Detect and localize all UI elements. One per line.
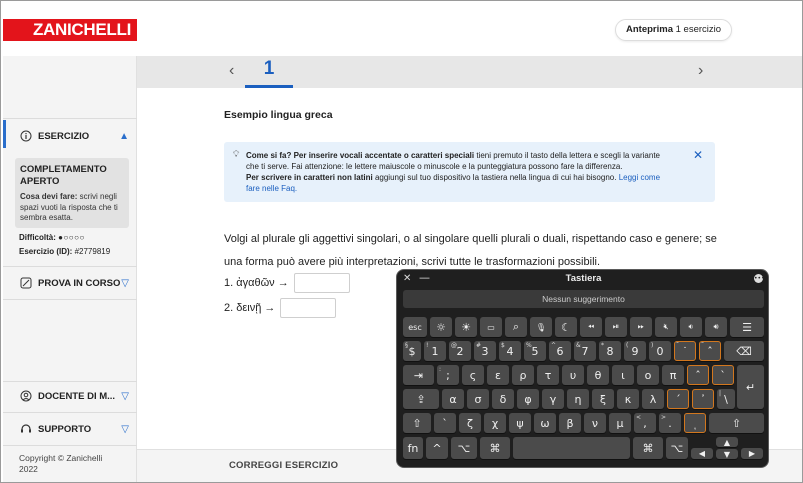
- key-6[interactable]: ^ 6: [549, 341, 571, 361]
- key-pi[interactable]: π: [662, 365, 684, 385]
- key-dead-accent[interactable]: ΄: [667, 389, 689, 409]
- sidebar-item-test[interactable]: [3, 271, 137, 295]
- sidebar-item-label: DOCENTE DI M...: [38, 390, 116, 402]
- preview-label: Anteprima: [626, 24, 673, 35]
- difficulty-label: Difficoltà:: [19, 233, 56, 242]
- key-iota[interactable]: ι: [612, 365, 634, 385]
- key-rho[interactable]: ρ: [512, 365, 534, 385]
- microphone-icon[interactable]: 🎙︎: [530, 317, 552, 337]
- sidebar-item-exercise[interactable]: [3, 124, 137, 148]
- key-xi[interactable]: ξ: [592, 389, 614, 409]
- key-phi[interactable]: φ: [517, 389, 539, 409]
- mute-icon[interactable]: 🔇︎: [655, 317, 677, 337]
- key-9[interactable]: ( 9: [624, 341, 646, 361]
- key-semicolon[interactable]: : ;: [437, 365, 459, 385]
- key-lambda[interactable]: λ: [642, 389, 664, 409]
- mission-control-icon[interactable]: ▭: [480, 317, 502, 337]
- keyboard-viewer[interactable]: [396, 269, 769, 468]
- backspace-icon[interactable]: ⌫: [724, 341, 764, 361]
- key-alpha[interactable]: α: [442, 389, 464, 409]
- sidebar-item-support[interactable]: [3, 417, 137, 441]
- exercise-id-label: Esercizio (ID):: [19, 247, 73, 256]
- question-text: 2. δεινῇ →: [224, 302, 276, 314]
- divider: [3, 412, 137, 413]
- key-chi[interactable]: χ: [484, 413, 506, 433]
- fast-forward-icon[interactable]: ⏩︎: [630, 317, 652, 337]
- volume-up-icon[interactable]: 🔊︎: [705, 317, 727, 337]
- key-shift-left[interactable]: ⇧: [403, 413, 431, 433]
- question-row: [224, 273, 350, 293]
- key-dollar[interactable]: § $: [403, 341, 421, 361]
- key-command-left[interactable]: ⌘: [480, 437, 510, 459]
- question-text: 1. ἀγαθῶν →: [224, 277, 289, 289]
- brightness-down-icon[interactable]: ☼: [430, 317, 452, 337]
- exercise-instructions: [20, 192, 124, 224]
- key-epsilon[interactable]: ε: [487, 365, 509, 385]
- more-icon[interactable]: •••: [754, 275, 765, 282]
- minimize-icon[interactable]: —: [419, 271, 430, 284]
- question-row: [224, 298, 336, 318]
- key-5[interactable]: % 5: [524, 341, 546, 361]
- key-caps-lock[interactable]: ⇪: [403, 389, 439, 409]
- preview-count: 1 esercizio: [675, 24, 722, 35]
- faq-link[interactable]: Leggi come fare nelle Faq.: [246, 173, 661, 193]
- key-dead-accent[interactable]: `: [712, 365, 734, 385]
- chevron-down-icon[interactable]: ▽: [121, 277, 129, 289]
- chevron-down-icon[interactable]: ▽: [121, 390, 129, 402]
- key-7[interactable]: & 7: [574, 341, 596, 361]
- difficulty-dots: ●○○○○: [58, 233, 85, 242]
- exercise-navbar: [137, 56, 803, 88]
- chevron-down-icon[interactable]: ▽: [121, 423, 129, 435]
- arrow-up-icon[interactable]: ▲: [716, 437, 738, 447]
- key-esc[interactable]: esc: [403, 317, 427, 337]
- key-tab[interactable]: ⇥: [403, 365, 434, 385]
- next-arrow-icon[interactable]: ›: [698, 62, 704, 79]
- key-grave[interactable]: `: [434, 413, 456, 433]
- key-option-left[interactable]: ⌥: [451, 437, 477, 459]
- key-omicron[interactable]: ο: [637, 365, 659, 385]
- key-4[interactable]: $ 4: [499, 341, 521, 361]
- divider: [3, 118, 137, 119]
- key-space[interactable]: [513, 437, 630, 459]
- lightbulb-icon: 💡︎: [233, 149, 240, 159]
- instructions-text: scrivi negli spazi vuoti la risposta che ti sembra esatta.: [20, 192, 118, 222]
- sidebar-item-label: ESERCIZIO: [38, 130, 90, 142]
- key-0[interactable]: ) 0: [649, 341, 671, 361]
- key-upsilon[interactable]: υ: [562, 365, 584, 385]
- instructions-label: Cosa devi fare:: [20, 192, 78, 201]
- key-8[interactable]: * 8: [599, 341, 621, 361]
- key-delta[interactable]: δ: [492, 389, 514, 409]
- close-icon[interactable]: ✕: [403, 273, 412, 284]
- exercise-number-tab[interactable]: 1: [263, 58, 275, 79]
- copyright: Copyright © Zanichelli 2022: [19, 453, 103, 474]
- key-psi[interactable]: ψ: [509, 413, 531, 433]
- difficulty: [19, 233, 85, 242]
- key-kappa[interactable]: κ: [617, 389, 639, 409]
- sidebar-item-teacher[interactable]: [3, 384, 137, 408]
- exercise-title: Esempio lingua greca: [224, 109, 333, 121]
- answer-input[interactable]: [280, 298, 336, 318]
- info-question: Come si fa? Per inserire vocali accentate o caratteri speciali: [246, 151, 475, 160]
- preview-badge: [615, 19, 732, 41]
- info-icon: [19, 130, 32, 143]
- rewind-icon[interactable]: ⏪︎: [580, 317, 602, 337]
- key-mu[interactable]: μ: [609, 413, 631, 433]
- chevron-up-icon[interactable]: ▲: [119, 130, 129, 142]
- key-command-right[interactable]: ⌘: [633, 437, 663, 459]
- key-tau[interactable]: τ: [537, 365, 559, 385]
- answer-input[interactable]: [294, 273, 350, 293]
- check-exercise-button[interactable]: CORREGGI ESERCIZIO: [229, 460, 339, 471]
- arrow-left-icon[interactable]: ◀: [691, 448, 713, 459]
- key-fn[interactable]: fn: [403, 437, 423, 459]
- info-text-1: tieni premuto il tasto della lettera e scegli la variante che ti serve. Fai attenzione: le lettere maiuscole o minuscole e la punteggiatura possono fare la differenza.: [246, 151, 660, 171]
- info-text-2: aggiungi sul tuo dispositivo la tastiera nella lingua di cui hai bisogno.: [374, 173, 617, 182]
- list-icon[interactable]: ☰: [730, 317, 764, 337]
- suggestion-bar: Nessun suggerimento: [403, 290, 764, 308]
- key-zeta[interactable]: ζ: [459, 413, 481, 433]
- play-pause-icon[interactable]: ⏯︎: [605, 317, 627, 337]
- key-1[interactable]: ! 1: [424, 341, 446, 361]
- exercise-type-card: [15, 158, 129, 228]
- key-return[interactable]: ↵: [737, 365, 764, 409]
- info-box: [224, 142, 715, 202]
- key-dead-accent[interactable]: ᾿: [692, 389, 714, 409]
- divider: [3, 266, 137, 267]
- key-nu[interactable]: ν: [584, 413, 606, 433]
- key-control[interactable]: ^: [426, 437, 448, 459]
- key-sigma[interactable]: σ: [467, 389, 489, 409]
- key-3[interactable]: # 3: [474, 341, 496, 361]
- exercise-id: [19, 247, 110, 256]
- key-eta[interactable]: η: [567, 389, 589, 409]
- info-bold-2: Per scrivere in caratteri non latini: [246, 173, 373, 182]
- exercise-prompt: Volgi al plurale gli aggettivi singolari, o al singolare quelli plurali o duali, rispettando caso e genere; se una forma può avere più interpretazioni, scrivi tutte le trasformazioni possibili.: [224, 233, 717, 268]
- key-dead-accent[interactable]: ˆ: [687, 365, 709, 385]
- key-option-right[interactable]: ⌥: [666, 437, 688, 459]
- keyboard-title: Tastiera: [565, 273, 602, 284]
- zanichelli-logo: ZANICHELLI: [3, 19, 137, 41]
- key-omega[interactable]: ω: [534, 413, 556, 433]
- close-icon[interactable]: ✕: [692, 148, 703, 162]
- user-icon: [19, 390, 32, 403]
- key-dead-accent[interactable]: ˘ ˙: [674, 341, 696, 361]
- exercise-type-title: COMPLETAMENTO APERTO: [20, 164, 107, 187]
- key-beta[interactable]: β: [559, 413, 581, 433]
- key-theta[interactable]: θ: [587, 365, 609, 385]
- key-final-sigma[interactable]: ς: [462, 365, 484, 385]
- arrow-right-icon[interactable]: ▶: [741, 448, 763, 459]
- key-comma[interactable]: < ,: [634, 413, 656, 433]
- headset-icon: [19, 423, 32, 436]
- exercise-id-value: #2779819: [74, 247, 111, 256]
- key-dead-accent[interactable]: ͺ: [684, 413, 706, 433]
- key-2[interactable]: @ 2: [449, 341, 471, 361]
- divider: [3, 445, 137, 446]
- sidebar: [3, 56, 137, 483]
- key-period[interactable]: > .: [659, 413, 681, 433]
- volume-down-icon[interactable]: 🔉︎: [680, 317, 702, 337]
- key-gamma[interactable]: γ: [542, 389, 564, 409]
- arrow-down-icon[interactable]: ▼: [716, 449, 738, 459]
- brightness-up-icon[interactable]: ☀: [455, 317, 477, 337]
- divider: [3, 381, 137, 382]
- tab-underline: [245, 85, 293, 88]
- key-dead-accent[interactable]: ˜ ˆ: [699, 341, 721, 361]
- key-shift-right[interactable]: ⇧: [709, 413, 764, 433]
- test-icon: [19, 277, 32, 290]
- key-backslash[interactable]: | \: [717, 389, 735, 409]
- sidebar-item-label: PROVA IN CORSO: [38, 277, 121, 289]
- prev-arrow-icon[interactable]: ‹: [229, 62, 235, 79]
- sidebar-item-label: SUPPORTO: [38, 423, 92, 435]
- moon-icon[interactable]: ☾: [555, 317, 577, 337]
- search-icon[interactable]: ⌕: [505, 317, 527, 337]
- divider: [3, 299, 137, 300]
